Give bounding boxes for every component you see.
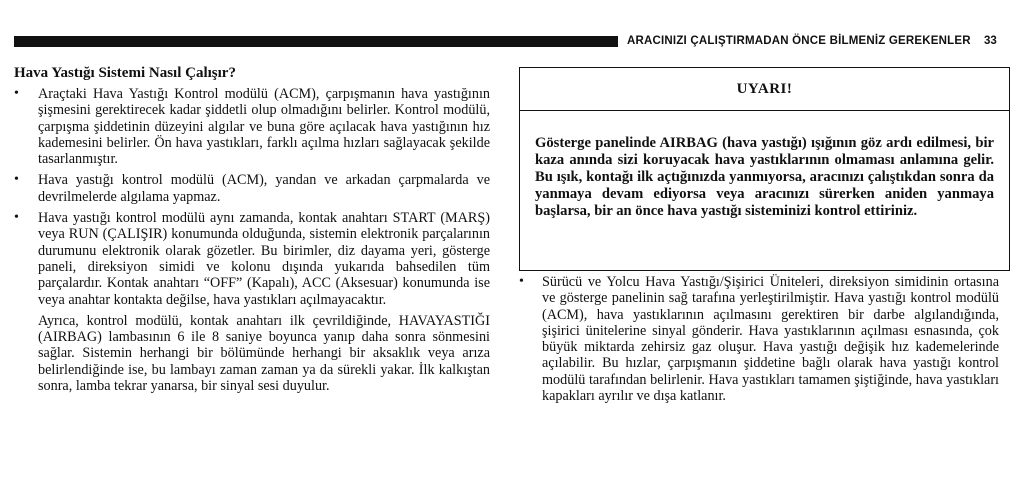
right-column [519, 274, 999, 409]
chapter-title: ARACINIZI ÇALIŞTIRMADAN ÖNCE BİLMENİZ GEREKENLER [627, 35, 971, 47]
warning-box [519, 67, 1010, 271]
bullet-text: Hava yastığı kontrol modülü aynı zamanda, kontak anahtarı START (MARŞ) veya RUN (ÇALIŞIR) konumunda olduğunda, sistemin elektronik parçalarının durumunu elektronik olarak gözetler. Bu birimler, diz dayama yeri, gösterge paneli, direksiyon simidi ve kolonu dışında yukarıda bahsedilen tüm parçalardır. Kontak anahtarı “OFF” (Kapalı), ACC (Aksesuar) konumunda ise veya anahtar kontakta değilse, hava yastıkları açılmayacaktır. [38, 210, 490, 308]
bullet-icon: • [14, 86, 19, 101]
left-column [14, 64, 490, 394]
warning-text: Gösterge panelinde AIRBAG (hava yastığı) ışığının göz ardı edilmesi, bir kaza anında sizi koruyacak hava yastıklarının olmaması anlamına gelir. Bu ışık, kontağı ilk açtığınızda yanmıyorsa, aracınızı çalıştıkdan sonra da yanmaya devam ediyorsa veya aracınızı sürerken aniden yanmaya başlarsa, bir an önce hava yastığı sisteminizi kontrol ettiriniz. [535, 135, 994, 219]
continuation-paragraph: Ayrıca, kontrol modülü, kontak anahtarı ilk çevrildiğinde, HAVAYASTIĞI (AIRBAG) lambasının 6 ile 8 saniye boyunca yanıp daha sonra sönmesini sağlar. Sistemin herhangi bir bölümünde herhangi bir aksaklık veya arıza belirlendiğinde ise, bu lambayı zaman zaman ya da sürekli yakar. İlk kalkıştan sonra, lamba tekrar yanarsa, bir sinyal sesi duyulur. [38, 312, 490, 395]
bullet-text: Hava yastığı kontrol modülü (ACM), yandan ve arkadan çarpmalarda ve devrilmelerde algılama yapmaz. [38, 172, 490, 205]
warning-title: UYARI! [520, 68, 1009, 111]
bullet-text: Sürücü ve Yolcu Hava Yastığı/Şişirici Üniteleri, direksiyon simidinin ortasına ve gösterge panelinin sağ tarafına yerleştirilmiştir. Hava yastığı kontrol modülü (ACM), hava yastıklarının açılmasını gerektiren bir darbe algılandığında, şişirici ünitelerine sinyal gönderir. Hava yastıklarının açılması esnasında, çok büyük miktarda zehirsiz gaz oluşur. Hava yastığı değişik hız kademelerinde açılabilir. Bu hızlar, çarpışmanın şiddetine bağlı olarak hava yastığı kontrol modülü tarafından belirlenir. Hava yastıkları tamamen şiştiğinde, hava yastıkları kapakları ayrılır ve dışa katlanır. [542, 274, 999, 405]
left-bullet-list [14, 86, 490, 308]
list-item [14, 86, 490, 167]
bullet-text: Araçtaki Hava Yastığı Kontrol modülü (ACM), çarpışmanın hava yastığının şişmesini gerektirecek kadar şiddetli olup olmadığını belirler. Kontrol modülü, çarpışma şiddetinin düzeyini algılar ve buna göre açılacak hava yastığının hız kademesini belirler. Ön hava yastıkları, farklı açılma hızları sağlayacak şekilde tasarlanmıştır. [38, 86, 490, 168]
list-item [519, 274, 999, 404]
header-rule [14, 36, 618, 47]
page-number: 33 [984, 35, 997, 47]
right-bullet-list [519, 274, 999, 404]
list-item [14, 210, 490, 308]
bullet-icon: • [519, 274, 524, 289]
bullet-icon: • [14, 172, 19, 188]
bullet-icon: • [14, 210, 19, 226]
section-title: Hava Yastığı Sistemi Nasıl Çalışır? [14, 65, 236, 81]
list-item [14, 172, 490, 205]
